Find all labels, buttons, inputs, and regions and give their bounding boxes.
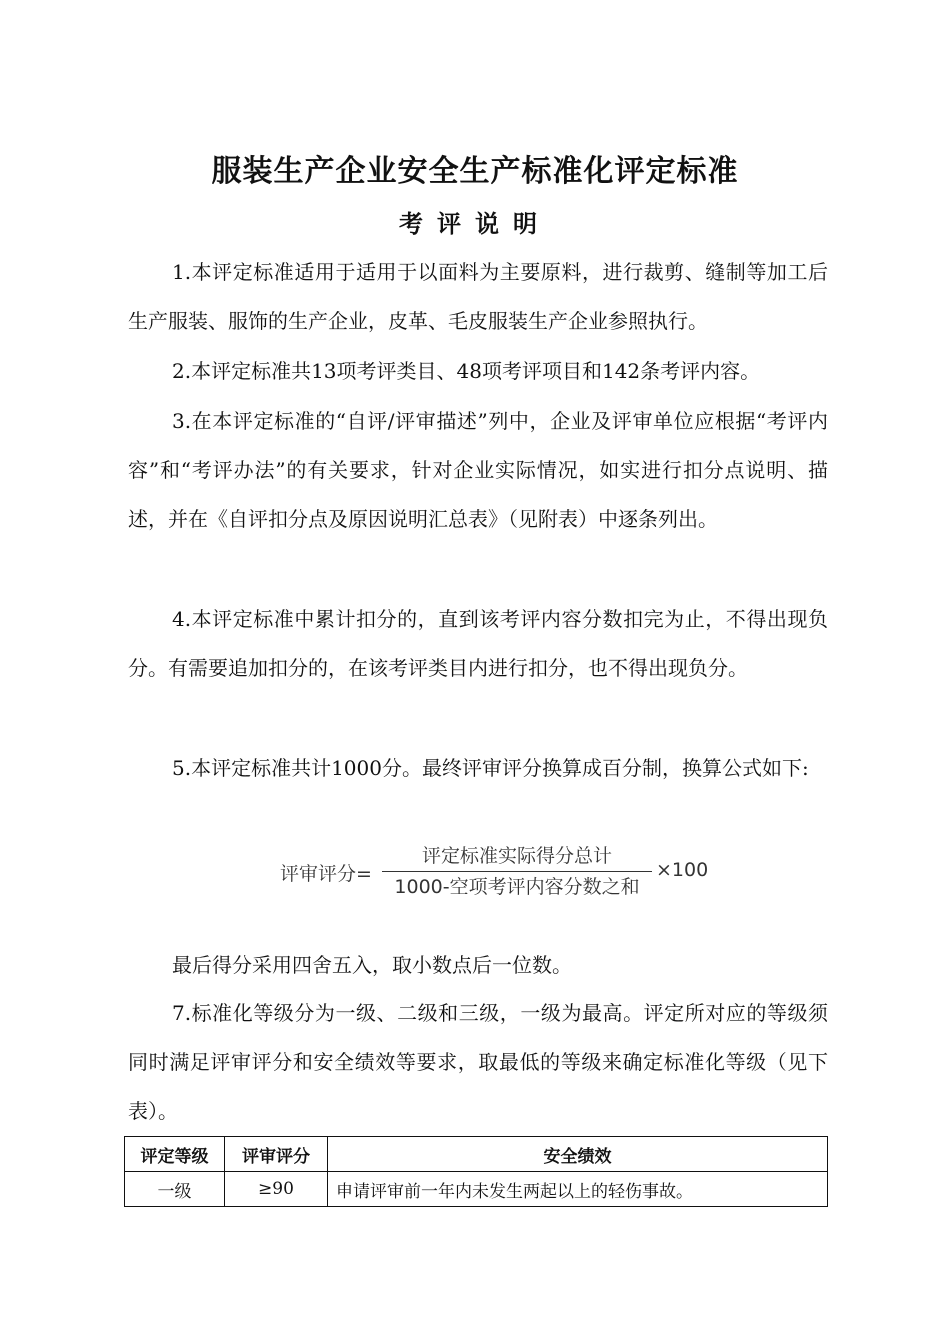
table-row: [125, 1172, 828, 1207]
paragraph-3-text: 3.在本评定标准的“自评/评审描述”列中，企业及评审单位应根据“考评内容”和“考评办法”的有关要求，针对企业实际情况，如实进行扣分点说明、描述，并在《自评扣分点及原因说明汇总表》（见附表）中逐条列出。: [128, 409, 828, 531]
paragraph-2: [128, 347, 828, 396]
paragraph-1-text: 1.本评定标准适用于适用于以面料为主要原料，进行裁剪、缝制等加工后生产服装、服饰的生产企业，皮革、毛皮服装生产企业参照执行。: [128, 260, 828, 333]
cell-safety-performance: 申请评审前一年内未发生两起以上的轻伤事故。: [328, 1172, 828, 1207]
paragraph-6: [128, 941, 828, 990]
cell-review-score: ≥90: [225, 1172, 328, 1207]
section-subtitle: 考评说明: [399, 210, 551, 238]
paragraph-7: [128, 989, 828, 1136]
formula-numerator: 评定标准实际得分总计: [421, 845, 612, 867]
header-safety-performance: 安全绩效: [328, 1137, 828, 1172]
header-grade-level: 评定等级: [125, 1137, 225, 1172]
document-title: 服装生产企业安全生产标准化评定标准: [211, 154, 739, 189]
paragraph-1: [128, 248, 828, 346]
paragraph-5-text: 5.本评定标准共计1000分。最终评审评分换算成百分制，换算公式如下:: [172, 756, 809, 780]
paragraph-5: [128, 744, 828, 793]
cell-grade-level: 一级: [125, 1172, 225, 1207]
paragraph-4: [128, 595, 828, 693]
grade-table: [124, 1136, 828, 1207]
table-header-row: [125, 1137, 828, 1172]
paragraph-7-text: 7.标准化等级分为一级、二级和三级，一级为最高。评定所对应的等级须同时满足评审评分和安全绩效等要求，取最低的等级来确定标准化等级（见下表）。: [128, 1001, 828, 1123]
fraction-bar: [382, 871, 652, 872]
paragraph-4-text: 4.本评定标准中累计扣分的，直到该考评内容分数扣完为止，不得出现负分。有需要追加扣分的，在该考评类目内进行扣分，也不得出现负分。: [128, 607, 828, 680]
formula-denominator: 1000-空项考评内容分数之和: [394, 876, 640, 898]
paragraph-2-text: 2.本评定标准共13项考评类目、48项考评项目和142条考评内容。: [172, 359, 761, 383]
formula-rhs: ×100: [656, 859, 709, 881]
formula-lhs: 评审评分=: [280, 863, 372, 885]
header-review-score: 评审评分: [225, 1137, 328, 1172]
paragraph-3: [128, 397, 828, 544]
paragraph-6-text: 最后得分采用四舍五入，取小数点后一位数。: [172, 953, 572, 977]
formula-fraction: [382, 842, 652, 901]
